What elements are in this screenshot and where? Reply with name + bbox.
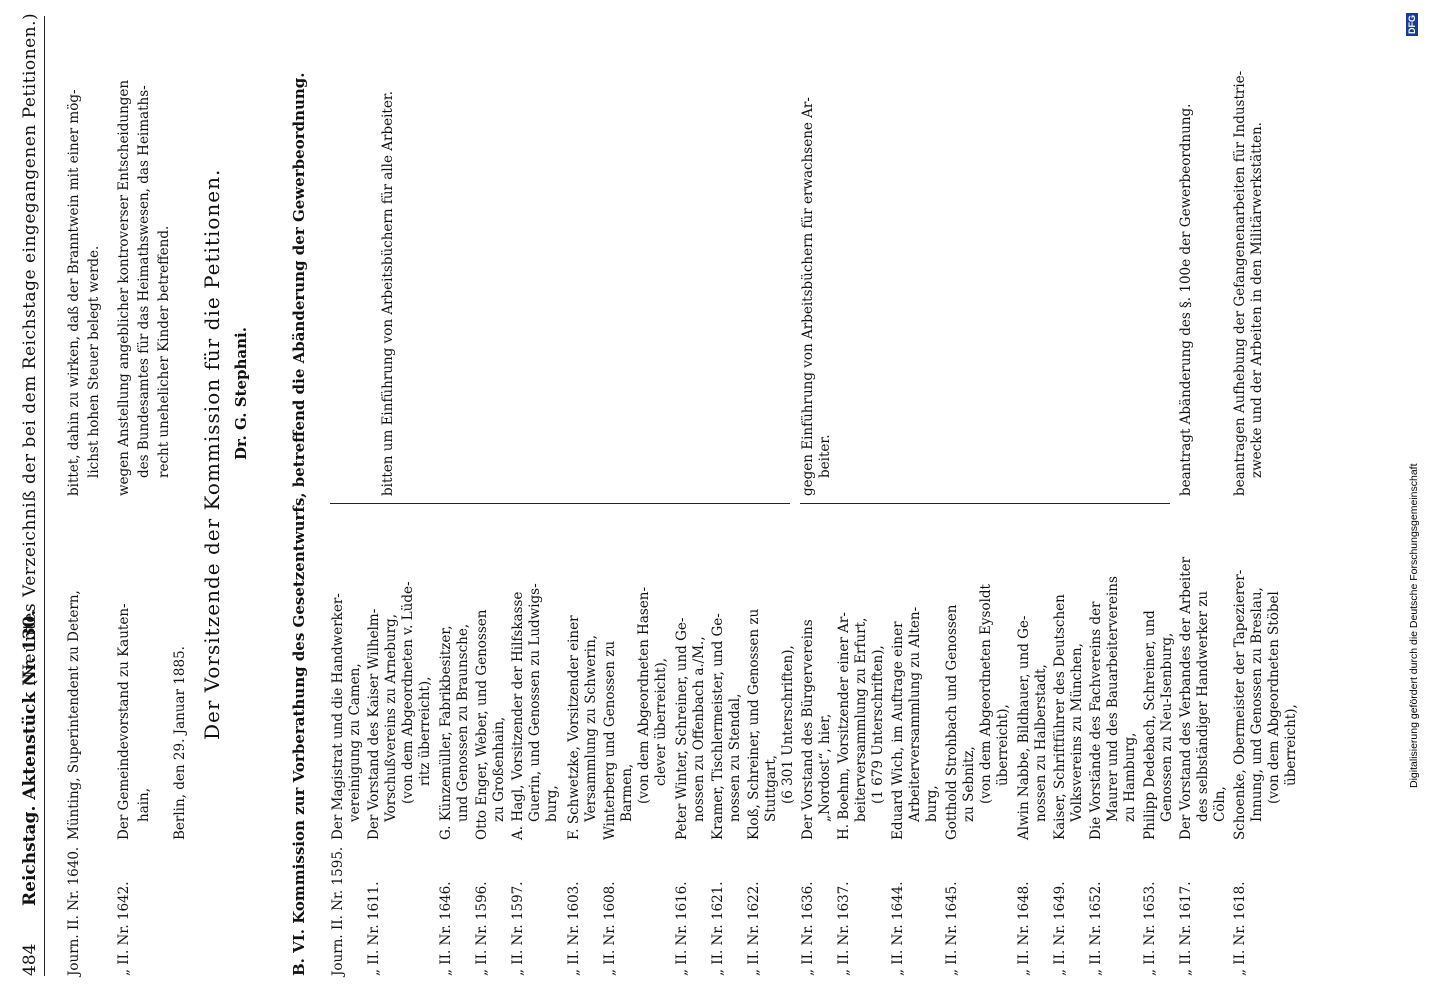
petitioner: Der Gemeindevorstand zu Kauten- xyxy=(116,603,132,840)
request-line: gegen Einführung von Arbeitsbüchern für erwachsene Ar- xyxy=(800,97,816,496)
petitioner: und Genossen zu Braunsche, xyxy=(455,623,471,822)
journal-number: „ II. Nr. 1622. xyxy=(746,881,762,976)
petitioner: burg, xyxy=(924,785,940,822)
request-line: beantragen Aufhebung der Gefangenenarbeiten für Industrie- xyxy=(1232,70,1248,496)
petitioner: (von dem Abgeordneten v. Lüde- xyxy=(400,581,416,804)
journal-number: „ II. Nr. 1649. xyxy=(1052,881,1068,976)
petitioner: Otto Enger, Weber, und Genossen xyxy=(474,609,490,840)
petitioner: (von dem Abgeordneten Hasen- xyxy=(636,586,652,804)
date-line: Berlin, den 29. Januar 1885. xyxy=(172,646,188,840)
petitioner: zu Sebnitz, xyxy=(961,746,977,822)
petitioner: Eduard Wich, im Auftrage einer xyxy=(890,621,906,840)
petitioner: Guerin, und Genossen zu Ludwigs- xyxy=(527,583,543,822)
petitioner: ritz überreicht), xyxy=(417,676,433,786)
petitioner: Kramer, Tischlermeister, und Ge- xyxy=(710,613,726,840)
petitioner: Versammlung zu Schwerin, xyxy=(583,634,599,822)
petitioner: Maurer und des Bauarbeitervereins xyxy=(1105,576,1121,822)
journal-number: Journ. II. Nr. 1640. xyxy=(66,846,82,976)
petitioner: Münting, Superintendent zu Detern, xyxy=(66,590,82,840)
petitioner: hain, xyxy=(136,787,152,822)
petitioner: F. Schwetzke, Vorsitzender einer xyxy=(566,615,582,840)
petitioner: des selbständiger Handwerker zu xyxy=(1195,590,1211,822)
journal-number: „ II. Nr. 1644. xyxy=(890,881,906,976)
journal-number: „ II. Nr. 1617. xyxy=(1178,881,1194,976)
petitioner: Gotthold Strohbach und Genossen xyxy=(944,604,960,840)
journal-number: „ II. Nr. 1646. xyxy=(438,881,454,976)
petitioner: beiterversammlung zu Erfurt, xyxy=(853,617,869,822)
petitioner: Stuttgart, xyxy=(763,754,779,822)
journal-number: „ II. Nr. 1648. xyxy=(1016,881,1032,976)
petitioner: Der Vorstand des Bürgervereins xyxy=(800,619,816,840)
petitioner: G. Künzemüller, Fabrikbesitzer, xyxy=(438,625,454,840)
journal-number: „ II. Nr. 1597. xyxy=(510,881,526,976)
journal-number: „ II. Nr. 1608. xyxy=(602,881,618,976)
petitioner: überreicht), xyxy=(1283,704,1299,786)
journal-number: „ II. Nr. 1621. xyxy=(710,881,726,976)
journal-number: „ II. Nr. 1603. xyxy=(566,881,582,976)
petitioner: (von dem Abgeordneten Stöbel xyxy=(1266,591,1282,804)
petitioner: Der Vorstand des Verbandes der Arbeiter xyxy=(1178,556,1194,840)
journal-number: „ II. Nr. 1645. xyxy=(944,881,960,976)
petitioner: A. Hagl, Vorsitzender der Hilfskasse xyxy=(510,591,526,840)
section-heading: B. VI. Kommission zur Vorberathung des Gesetzentwurfs, betreffend die Abänderung der Gewerbeordnung. xyxy=(290,72,308,976)
petitioner: Arbeiterversammlung zu Alten- xyxy=(907,606,923,822)
signature-title: Der Vorsitzende der Kommission für die Petitionen. xyxy=(200,168,224,740)
journal-number: „ II. Nr. 1596. xyxy=(474,881,490,976)
journal-number: „ II. Nr. 1642. xyxy=(116,881,132,976)
page-header xyxy=(14,12,54,976)
request-line: des Bundesamtes für das Heimathswesen, das Heimaths- xyxy=(136,85,152,478)
petitioner: „Nordost“, hier, xyxy=(817,713,833,822)
petitioner: Philipp Dedebach, Schreiner, und xyxy=(1142,610,1158,840)
petitioner: (1 679 Unterschriften), xyxy=(870,645,886,804)
journal-number: „ II. Nr. 1611. xyxy=(366,881,382,976)
petitioner: Genossen zu Neu-Isenburg, xyxy=(1159,632,1175,822)
petitioner: (von dem Abgeordneten Eysoldt xyxy=(978,584,994,804)
petitioner: Der Magistrat und die Handwerker- xyxy=(330,593,346,840)
petitioner: Der Vorstand des Kaiser Wilhelm- xyxy=(366,608,382,840)
journal-number: „ II. Nr. 1618. xyxy=(1232,881,1248,976)
brace-rule xyxy=(800,503,1170,504)
journal-number: „ II. Nr. 1653. xyxy=(1142,881,1158,976)
petitioner: Barmen, xyxy=(619,763,635,822)
brace-rule xyxy=(330,503,790,504)
request-line: beiter. xyxy=(817,434,833,478)
journal-number: Journ. II. Nr. 1595. xyxy=(330,846,346,976)
petitioner: Schoenke, Obermeister der Tapezierer- xyxy=(1232,569,1248,840)
petitioner: vereinigung zu Camen, xyxy=(347,663,363,822)
request-line: bittet, dahin zu wirken, daß der Branntwein mit einer mög- xyxy=(66,89,82,496)
request-line: lichst hohen Steuer belegt werde. xyxy=(86,245,102,478)
petitioner: Winterberg und Genossen zu xyxy=(602,640,618,840)
petitioner: Die Vorstände des Fachvereins der xyxy=(1088,601,1104,840)
request-line: zwecke und der Arbeiten in den Militärwerkstätten. xyxy=(1249,122,1265,478)
petitioner: Peter Winter, Schreiner, und Ge- xyxy=(674,617,690,840)
petitioner: Kaiser, Schriftführer des Deutschen xyxy=(1052,594,1068,840)
petitioner: (6 301 Unterschriften), xyxy=(780,645,796,804)
petitioner: Volksvereins zu München, xyxy=(1069,643,1085,822)
signature-name: Dr. G. Stephani. xyxy=(232,327,250,460)
request-line: recht unehelicher Kinder betreffend. xyxy=(156,225,172,478)
petitioner: zu Großenhain, xyxy=(491,716,507,822)
petitioner: zu Hamburg, xyxy=(1122,732,1138,822)
document-title: Reichstag. Aktenstück Nr. 130. xyxy=(20,609,40,906)
journal-number: „ II. Nr. 1652. xyxy=(1088,881,1104,976)
request-line: beantragt Abänderung des §. 100e der Gewerbeordnung. xyxy=(1178,103,1194,496)
petitioner: nossen zu Halberstadt, xyxy=(1033,664,1049,822)
header-rule xyxy=(44,16,45,976)
request-line: wegen Anstellung angeblicher kontroverser Entscheidungen xyxy=(116,79,132,496)
journal-number: „ II. Nr. 1637. xyxy=(836,881,852,976)
petitioner: überreicht), xyxy=(995,704,1011,786)
petitioner: Cöln, xyxy=(1212,786,1228,822)
journal-number: „ II. Nr. 1616. xyxy=(674,881,690,976)
dfg-badge: DFG xyxy=(1407,15,1417,34)
page-number: 484 xyxy=(20,943,40,976)
journal-number: „ II. Nr. 1636. xyxy=(800,881,816,976)
petitioner: Alwin Nabbe, Bildhauer, und Ge- xyxy=(1016,615,1032,840)
petitioner: Innung, und Genossen zu Breslau, xyxy=(1249,587,1265,822)
petitioner: nossen zu Offenbach a./M., xyxy=(691,636,707,822)
petitioner: burg, xyxy=(544,785,560,822)
digitization-note: Digitalisierung gefördert durch die Deutsche Forschungsgemeinschaft xyxy=(1408,463,1420,788)
petitioner: nossen zu Stendal, xyxy=(727,693,743,822)
petitioner: H. Boehm, Vorsitzender einer Ar- xyxy=(836,612,852,840)
request-line: bitten um Einführung von Arbeitsbüchern für alle Arbeiter. xyxy=(380,90,396,496)
petitioner: clever überreicht), xyxy=(653,657,669,786)
petitioner: Vorschußvereins zu Arneburg, xyxy=(383,614,399,822)
document-subtitle: (Neuntes Verzeichniß der bei dem Reichstage eingegangenen Petitionen.) xyxy=(20,12,40,686)
petitioner: Kloß, Schreiner, und Genossen zu xyxy=(746,608,762,840)
